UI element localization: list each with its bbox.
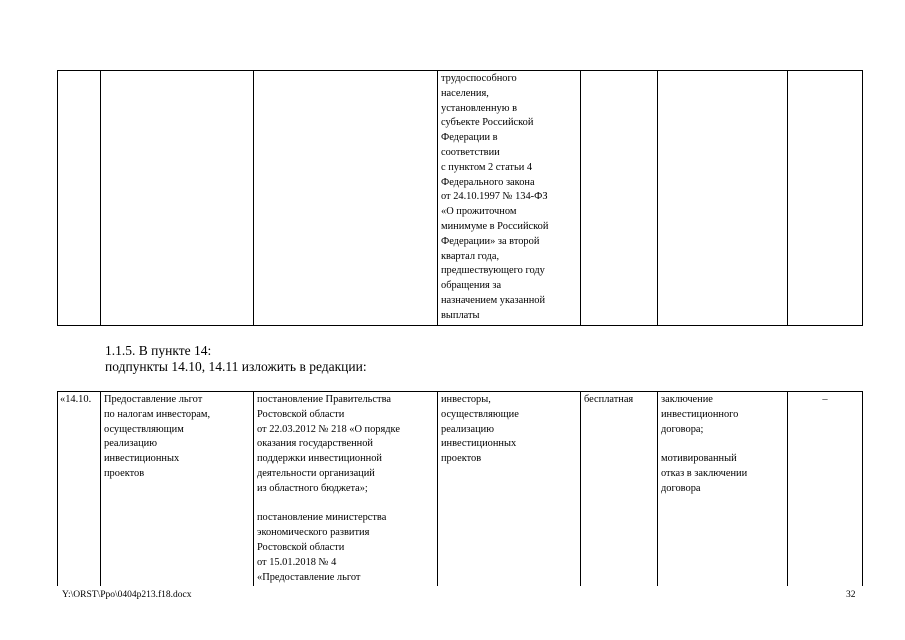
legal-basis-cell: постановление Правительства Ростовской области от 22.03.2012 № 218 «О порядке оказания государственной поддержки инвестиционной деятельности организаций из областного бюджета»; постановление министерства экономического развития Ростовской области от 15.01.2018 № 4 «Предоставление льгот	[254, 392, 438, 587]
table-row	[58, 71, 863, 326]
table-continuation	[57, 70, 863, 326]
table-row	[58, 392, 863, 587]
result-cell: заключение инвестиционного договора; мотивированный отказ в заключении договора	[658, 392, 788, 587]
table-cell	[254, 71, 438, 326]
item-number-cell: «14.10.	[58, 392, 101, 587]
cost-cell: бесплатная	[581, 392, 658, 587]
table-cell	[788, 71, 863, 326]
footer-file-path: Y:\ORST\Ppo\0404p213.f18.docx	[62, 590, 192, 600]
table-cell	[581, 71, 658, 326]
paragraph-item-1-1-5: 1.1.5. В пункте 14:	[105, 343, 212, 358]
table-cell: трудоспособного населения, установленную в субъекте Российской Федерации в соответствии с пунктом 2 статьи 4 Федерального закона от 24.10.1997 № 134-ФЗ «О прожиточном минимуме в Российской Федерации» за второй квартал года, предшествующего году обращения за назначением указанной выплаты	[438, 71, 581, 326]
table-subitems	[57, 391, 863, 586]
service-name-cell: Предоставление льгот по налогам инвесторам, осуществляющим реализацию инвестиционных проектов	[101, 392, 254, 587]
table-cell	[58, 71, 101, 326]
footer-page-number: 32	[846, 590, 856, 600]
dash-cell: –	[788, 392, 863, 587]
paragraph-subitems: подпункты 14.10, 14.11 изложить в редакции:	[105, 359, 367, 374]
table-cell	[658, 71, 788, 326]
recipients-cell: инвесторы, осуществляющие реализацию инвестиционных проектов	[438, 392, 581, 587]
table-cell	[101, 71, 254, 326]
